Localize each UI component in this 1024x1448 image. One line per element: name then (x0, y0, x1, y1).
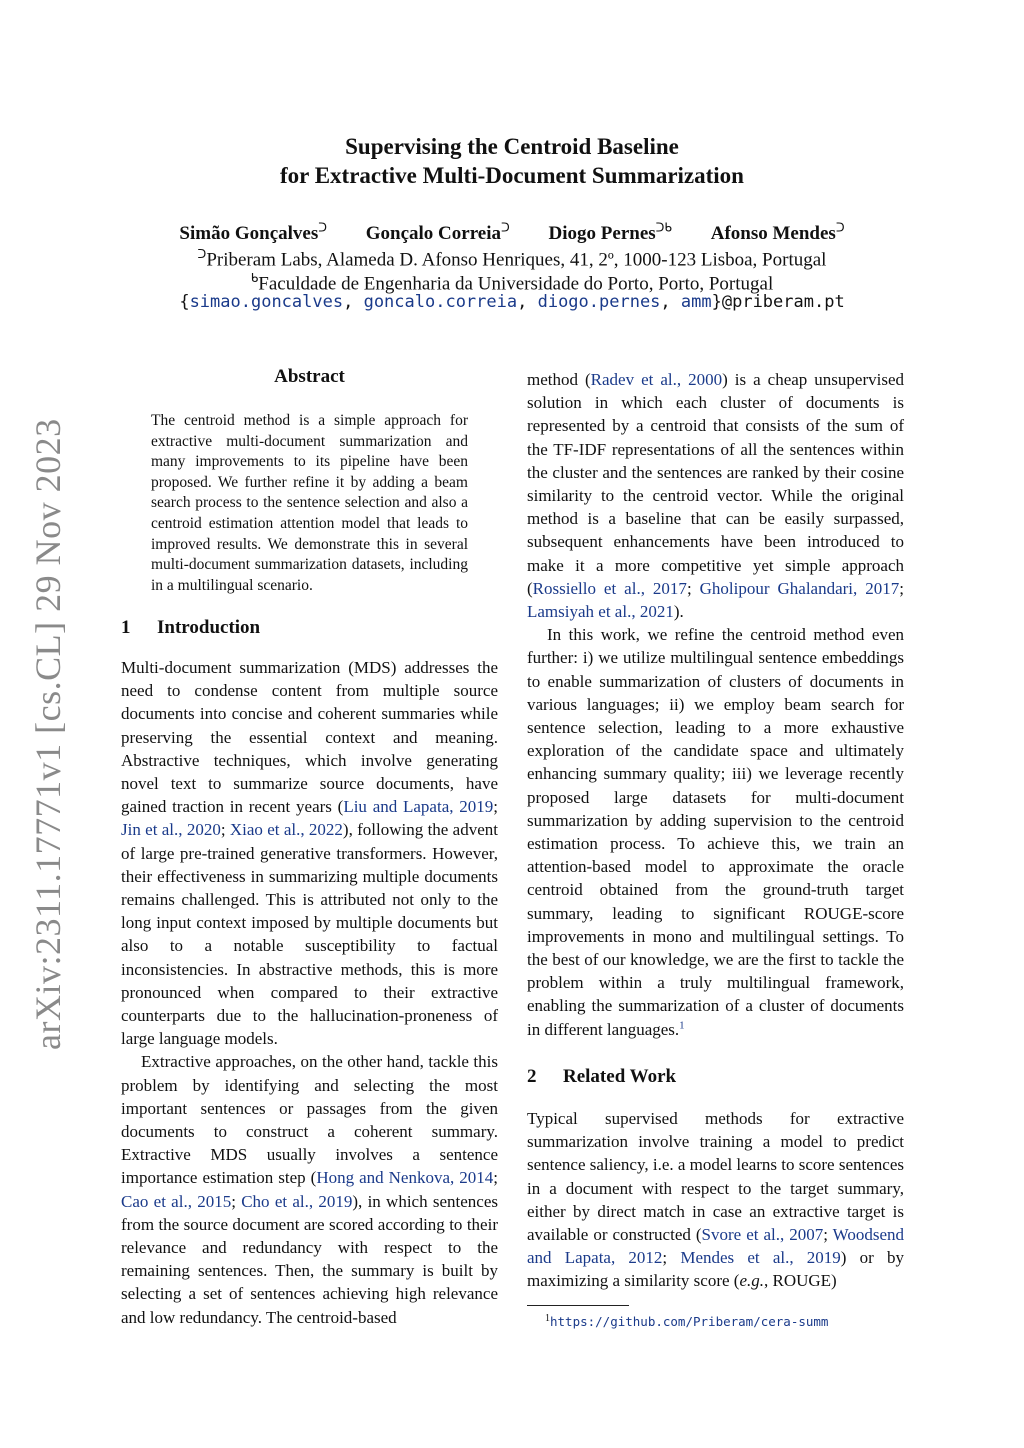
email-link[interactable]: amm (680, 292, 712, 312)
author-4: Afonso Mendes$^ᑐ$ (710, 221, 845, 245)
email-link[interactable]: goncalo.correia (363, 292, 518, 312)
affiliation-1: $^ᑐ$Priberam Labs, Alameda D. Afonso Henriques, 41, 2º, 1000-123 Lisboa, Portugal (197, 247, 827, 271)
left-column-body (121, 656, 498, 1329)
intro-paragraph-2: Extractive approaches, on the other hand, tackle this problem by identifying and selecting the most important sentences or passages from the given documents to construct a coherent summary. Extractive MDS usually involves a sentence importance estimation step (Hong and Nenkova, 2014; Cao et al., 2015; Cho et al., 2019), in which sentences from the source document are scored according to their relevance and redundancy with respect to the remaining sentences. Then, the summary is built by selecting a set of sentences achieving high relevance and low redundancy. The centroid-based (121, 1052, 498, 1327)
citation-link[interactable]: Lamsiyah et al., 2021 (527, 602, 674, 622)
related-work-paragraph-1: Typical supervised methods for extractive summarization involve training a model to predict sentence saliency, i.e. a model learns to score sentences in a document with respect to the target summary, either by direct match in case an extractive target is available or constructed (Svore et al., 2007; Woodsend and Lapata, 2012; Mendes et al., 2019) or by maximizing a similarity score (e.g., ROUGE) (527, 1109, 904, 1291)
intro-paragraph-4: In this work, we refine the centroid method even further: i) we utilize multilingual sentence embeddings to enable summarization of clusters of documents in various languages; ii) we employ beam search for sentence selection, leading to a more exhaustive exploration of the candidate space and ultimately enhancing summary quality; iii) we leverage recently proposed large datasets for multi-document summarization by adding supervision to the centroid estimation process. To achieve this, we train an attention-based model to approximate the oracle centroid obtained from the ground-truth target summary, leading to significant ROUGE-score improvements in mono and multilingual settings. To the best of our knowledge, we are the first to tackle the problem within a truly multilingual framework, enabling the summarization of a cluster of documents in different languages.$^1$ (527, 625, 904, 1039)
citation-link[interactable]: Woodsend and Lapata, 2012 (527, 1225, 904, 1268)
footnote-divider (527, 1305, 629, 1306)
affiliation-2: $^ᑲ$Faculdade de Engenharia da Universidade do Porto, Porto, Portugal (250, 271, 774, 295)
citation-link[interactable]: Gholipour Ghalandari, 2017 (699, 578, 900, 598)
intro-paragraph-3: method (Radev et al., 2000) is a cheap unsupervised solution in which each cluster of documents is represented by a centroid that consists of the sum of the TF-IDF representations of all the sentences within the cluster and the sentences are ranked by their cosine similarity to the centroid vector. While the original method is a baseline that can be easily surpassed, subsequent enhancements have been introduced to make it a more competitive yet simple approach (Rossiello et al., 2017; Gholipour Ghalandari, 2017; Lamsiyah et al., 2021). (527, 370, 905, 622)
citation-link[interactable]: Svore et al., 2007 (701, 1225, 824, 1245)
related-work-body (527, 1107, 904, 1293)
author-1: Simão Gonçalves$^ᑐ$ (179, 221, 327, 245)
section-2-heading: 2 Related Work (527, 1066, 677, 1087)
email-link[interactable]: simao.goncalves (189, 292, 344, 312)
author-2: Gonçalo Correia$^ᑐ$ (365, 221, 510, 245)
right-column-body (527, 368, 904, 1041)
citation-link[interactable]: Xiao et al., 2022 (229, 820, 343, 840)
citation-link[interactable]: Mendes et al., 2019 (680, 1248, 841, 1268)
abstract-heading: Abstract (274, 366, 345, 387)
intro-paragraph-1: Multi-document summarization (MDS) addresses the need to condense content from multiple source documents into concise and coherent summaries while preserving the essential context and meaning. Abstractive techniques, which involve generating novel text to summarize source documents, have gained traction in recent years (Liu and Lapata, 2019; Jin et al., 2020; Xiao et al., 2022), following the advent of large pre-trained generative transformers. However, their effectiveness in summarizing multiple documents remains challenged. This is attributed not only to the long input context imposed by multiple documents but also to a notable susceptibility to factual inconsistencies. In abstractive methods, this is more pronounced when compared to their extractive counterparts due to the hallucination-proneness of large language models. (121, 658, 498, 1049)
citation-link[interactable]: Liu and Lapata, 2019 (343, 797, 494, 817)
section-1-heading: 1 Introduction (121, 617, 261, 638)
footnote-1: $^1$https://github.com/Priberam/cera-summ (545, 1313, 829, 1330)
abstract-text: The centroid method is a simple approach for extractive multi-document summarization and many improvements to its pipeline have been proposed. We further refine it by adding a beam search process to the sentence selection and also a centroid estimation attention model that leads to improved results. We demonstrate this in several multi-document summarization datasets, including in a multilingual scenario. (151, 412, 468, 594)
author-3: Diogo Pernes$^{ᑐᑲ}$ (548, 221, 672, 245)
title-line-2: for Extractive Multi-Document Summarization (280, 163, 744, 188)
author-emails: {simao.goncalves, goncalo.correia, diogo.pernes, amm}@priberam.pt (179, 292, 845, 312)
citation-link[interactable]: Hong and Nenkova, 2014 (316, 1168, 494, 1188)
citation-link[interactable]: Jin et al., 2020 (121, 820, 221, 840)
footnote-url-link[interactable]: https://github.com/Priberam/cera-summ (550, 1314, 829, 1330)
paper-title (0, 132, 1024, 190)
footnote-marker[interactable]: 1 (679, 1019, 685, 1032)
citation-link[interactable]: Radev et al., 2000 (590, 370, 723, 389)
citation-link[interactable]: Cao et al., 2015 (121, 1191, 232, 1211)
arxiv-identifier-stamp: arXiv:2311.17771v1 [cs.CL] 29 Nov 2023 (28, 418, 68, 1050)
email-link[interactable]: diogo.pernes (537, 292, 661, 312)
citation-link[interactable]: Rossiello et al., 2017 (532, 578, 687, 598)
citation-link[interactable]: Cho et al., 2019 (241, 1191, 353, 1211)
title-line-1: Supervising the Centroid Baseline (345, 134, 679, 159)
